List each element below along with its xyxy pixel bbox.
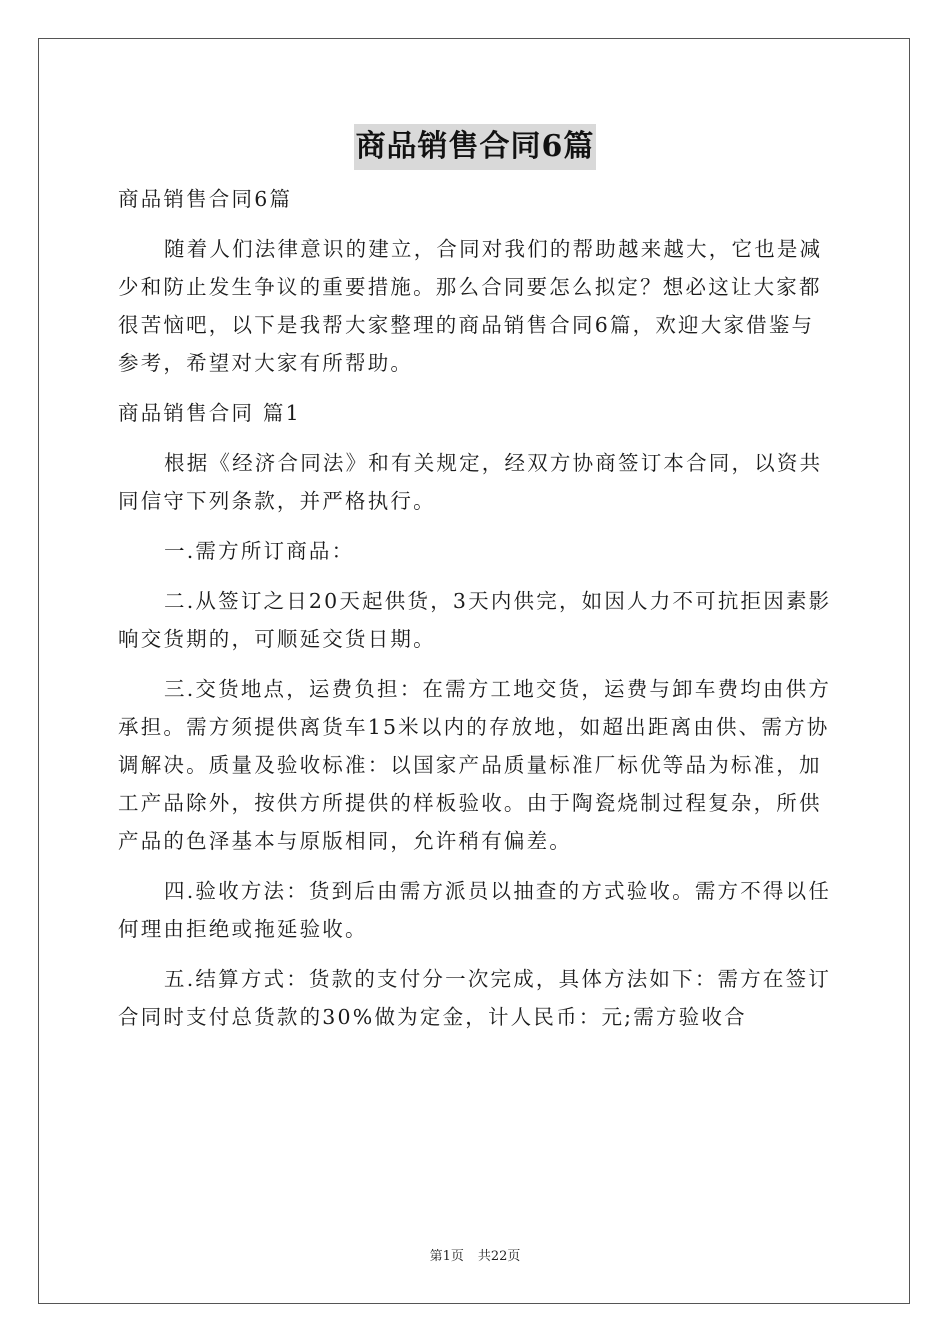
body-paragraph: 根据《经济合同法》和有关规定，经双方协商签订本合同，以资共同信守下列条款，并严格执行。	[118, 451, 823, 513]
title-container	[0, 124, 950, 170]
intro-paragraph: 随着人们法律意识的建立，合同对我们的帮助越来越大，它也是减少和防止发生争议的重要措施。那么合同要怎么拟定？想必这让大家都很苦恼吧，以下是我帮大家整理的商品销售合同6篇，欢迎大家借鉴与参考，希望对大家有所帮助。	[118, 237, 823, 375]
clause-5: 五.结算方式：货款的支付分一次完成，具体方法如下：需方在签订合同时支付总货款的30%做为定金，计人民币：元;需方验收合	[118, 967, 832, 1029]
clause-4: 四.验收方法：货到后由需方派员以抽查的方式验收。需方不得以任何理由拒绝或拖延验收。	[118, 879, 832, 941]
page-number: 第1页	[429, 1249, 464, 1264]
page-footer	[0, 1245, 950, 1264]
clause-3: 三.交货地点，运费负担：在需方工地交货，运费与卸车费均由供方承担。需方须提供离货车15米以内的存放地，如超出距离由供、需方协调解决。质量及验收标准：以国家产品质量标准厂标优等品为标准，加工产品除外，按供方所提供的样板验收。由于陶瓷烧制过程复杂，所供产品的色泽基本与原版相同，允许稍有偏差。	[118, 677, 832, 853]
section-heading: 商品销售合同 篇1	[118, 401, 301, 425]
document-body	[118, 180, 836, 1048]
clause-1: 一.需方所订商品：	[164, 539, 355, 563]
subtitle-line: 商品销售合同6篇	[118, 187, 293, 211]
page-total: 共22页	[477, 1249, 521, 1264]
document-title: 商品销售合同6篇	[354, 124, 597, 170]
clause-2: 二.从签订之日20天起供货，3天内供完，如因人力不可抗拒因素影响交货期的，可顺延交货日期。	[118, 589, 832, 651]
